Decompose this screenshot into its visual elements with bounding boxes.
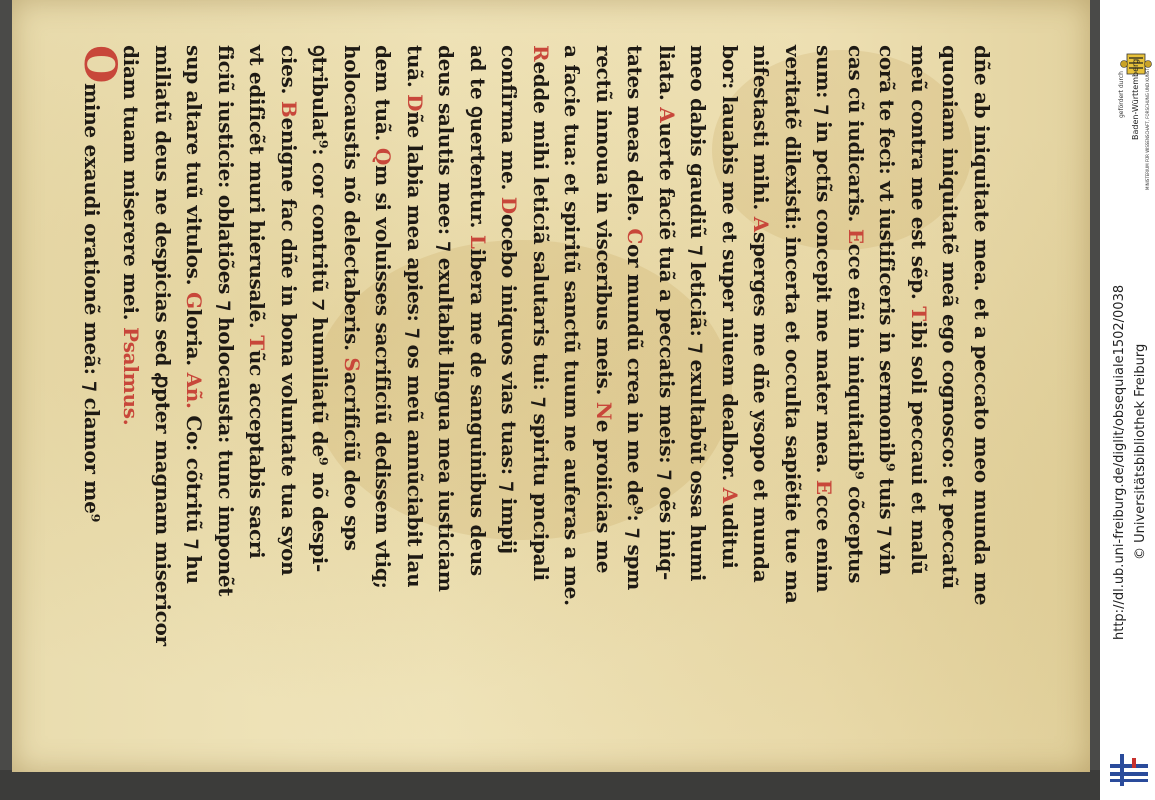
line-text: cas cũ iudicaris. (844, 45, 868, 229)
line-text: ad te ꝯuertentur. (466, 45, 490, 235)
line-text: diam tuam miserere mei. (119, 45, 144, 327)
line-text: ocebo iniquos vias tuas: ⁊ impij (497, 213, 522, 554)
text-line (903, 45, 935, 655)
text-line (966, 45, 998, 655)
line-text: loria. (182, 308, 207, 373)
rubric-text: A (655, 107, 679, 123)
text-line (147, 45, 179, 655)
scanner-background (0, 770, 1100, 800)
rubric-text: B (277, 100, 301, 118)
text-line (777, 45, 809, 655)
text-line (462, 45, 494, 655)
line-text: uerte faciẽ tuã a peccatis meis: ⁊ oẽs iniq- (655, 122, 679, 580)
text-line (619, 45, 651, 655)
rubric-text: Q (371, 147, 396, 165)
bw-name: Baden-Württemberg (1131, 58, 1140, 140)
text-line (178, 45, 210, 655)
text-line (682, 45, 714, 655)
text-line (525, 45, 557, 655)
rubric-text: G (182, 291, 207, 309)
text-line (304, 45, 336, 655)
line-text: ũc acceptabis sacri (245, 349, 270, 559)
line-text: dem tuã. (371, 45, 396, 148)
line-text: e proiicias me (592, 419, 616, 574)
parchment-page (12, 0, 1090, 772)
line-text: veritatẽ dilexisti: incerta et occulta sapiẽtie tue ma (781, 45, 805, 604)
line-text: liata. (655, 45, 679, 108)
text-line (430, 45, 462, 655)
line-text: ibera me de sanguinibus deus (466, 248, 490, 576)
line-text: cce eñi in iniquitatib⁹ cõceptus (844, 243, 868, 584)
line-text: sum: ⁊ in pctĩs concepit me mater mea. (812, 45, 837, 480)
text-line (714, 45, 746, 655)
line-text: holocaustis nõ delectaberis. (340, 45, 364, 358)
text-line (74, 45, 125, 655)
drop-initial: O (74, 45, 125, 84)
line-text: vt edificẽt muri hierusalẽ. (245, 45, 270, 336)
line-text: deus salutis mee: ⁊ exultabit lingua mea iusticiam (434, 45, 459, 592)
rubric-text: L (466, 234, 490, 249)
line-text: sperges me dñe ysopo et munda (749, 231, 774, 583)
line-text: meũ contra me est sẽp. (907, 45, 931, 307)
text-line (556, 45, 588, 655)
line-text: bor: lauabis me et super niuem dealbor. (718, 45, 742, 488)
line-text: ꝯtribulat⁹: cor contritũ ⁊ humiliatũ de⁹ nõ despi- (308, 45, 333, 572)
text-line (934, 45, 966, 655)
rubric-text: A (749, 216, 774, 232)
rubric-text: T (245, 335, 270, 350)
line-text: Co: cõtritũ ⁊ hu (182, 408, 207, 584)
text-line (651, 45, 683, 655)
text-line (871, 45, 903, 655)
rubric-text: Psalmus. (119, 326, 144, 426)
ub-freiburg-logo-icon (1108, 748, 1150, 790)
rubric-text: N (592, 401, 616, 420)
line-text: acrificiũ deo sps (340, 371, 364, 551)
text-line (336, 45, 368, 655)
line-text: m si voluisses sacrificiũ dedissem vtiq; (371, 164, 396, 589)
line-text: edde mihi leticiã salutaris tui: ⁊ spiritu pncipali (529, 61, 553, 581)
copyright-notice: © Universitätsbibliothek Freiburg (1133, 343, 1148, 560)
rubric-text: S (340, 357, 364, 372)
line-text: nifestasti mihi. (749, 45, 774, 217)
text-block (74, 45, 997, 655)
text-line (493, 45, 525, 655)
line-text: a facie tua: et spiritũ sanctũ tuum ne auferas a me. (560, 45, 585, 606)
bw-ministry: MINISTERIUM FÜR WISSENSCHAFT, FORSCHUNG UND KUNST (1145, 68, 1150, 190)
rubric-text: E (812, 479, 837, 495)
line-text: ficiũ iusticie: oblatiões ⁊ holocausta: tunc imponẽt (214, 45, 238, 597)
rubric-text: D (497, 196, 522, 214)
rubric-text: C (623, 228, 648, 244)
line-text: enigne fac dñe in bona voluntate tua syon (277, 117, 301, 576)
line-text: corã te feci: vt iustificeris in sermonib⁹ tuis ⁊ vin (875, 45, 900, 576)
text-line (588, 45, 620, 655)
text-line (840, 45, 872, 655)
line-text: tates meas dele. (623, 45, 648, 229)
text-line (745, 45, 777, 655)
line-text: cce enim (812, 494, 837, 593)
line-text: ñe labia mea apies: ⁊ os meũ annũciabit lau (403, 111, 427, 588)
rubric-text: E (844, 228, 868, 244)
line-text: mine exaudi orationẽ meã: ⁊ clamor me⁹ (80, 83, 104, 523)
line-text: sup altare tuũ vitulos. (182, 45, 207, 292)
rubric-text: R (529, 45, 553, 62)
funded-by-label: gefördert durch (1118, 71, 1125, 118)
line-text: dñe ab iniquitate mea. et a peccato meo munda me (970, 45, 994, 606)
rubric-text: Añ. (182, 372, 207, 409)
rubric-text: T (907, 306, 931, 321)
text-line (273, 45, 305, 655)
line-text: uditui (718, 502, 742, 569)
permalink-url[interactable]: http://dl.ub.uni-freiburg.de/diglit/obsequiale1502/0038 (1112, 284, 1127, 640)
rubric-text: D (403, 94, 427, 112)
line-text: meo dabis gaudiũ ⁊ leticiã: ⁊ exultabũt ossa humi (686, 45, 711, 582)
text-line (241, 45, 273, 655)
rubric-text: A (718, 487, 742, 503)
line-text: quoniam iniquitatẽ meã ego cognosco: et peccatũ (938, 45, 963, 590)
text-line (210, 45, 242, 655)
line-text: tuã. (403, 45, 427, 95)
line-text: miliatũ deus ne despicias sed ꝓpter magnam misericor (151, 45, 175, 646)
line-text: rectũ innoua in visceribus meis. (592, 45, 616, 402)
line-text: ibi soli peccaui et malũ (907, 320, 931, 575)
psalm-text (74, 45, 997, 655)
line-text: confirma me. (497, 45, 522, 197)
text-line (808, 45, 840, 655)
line-text: cies. (277, 45, 301, 101)
text-line (115, 45, 147, 655)
line-text: or mundũ crea in me de⁹: ⁊ spm (623, 243, 648, 590)
text-line (399, 45, 431, 655)
text-line (367, 45, 399, 655)
